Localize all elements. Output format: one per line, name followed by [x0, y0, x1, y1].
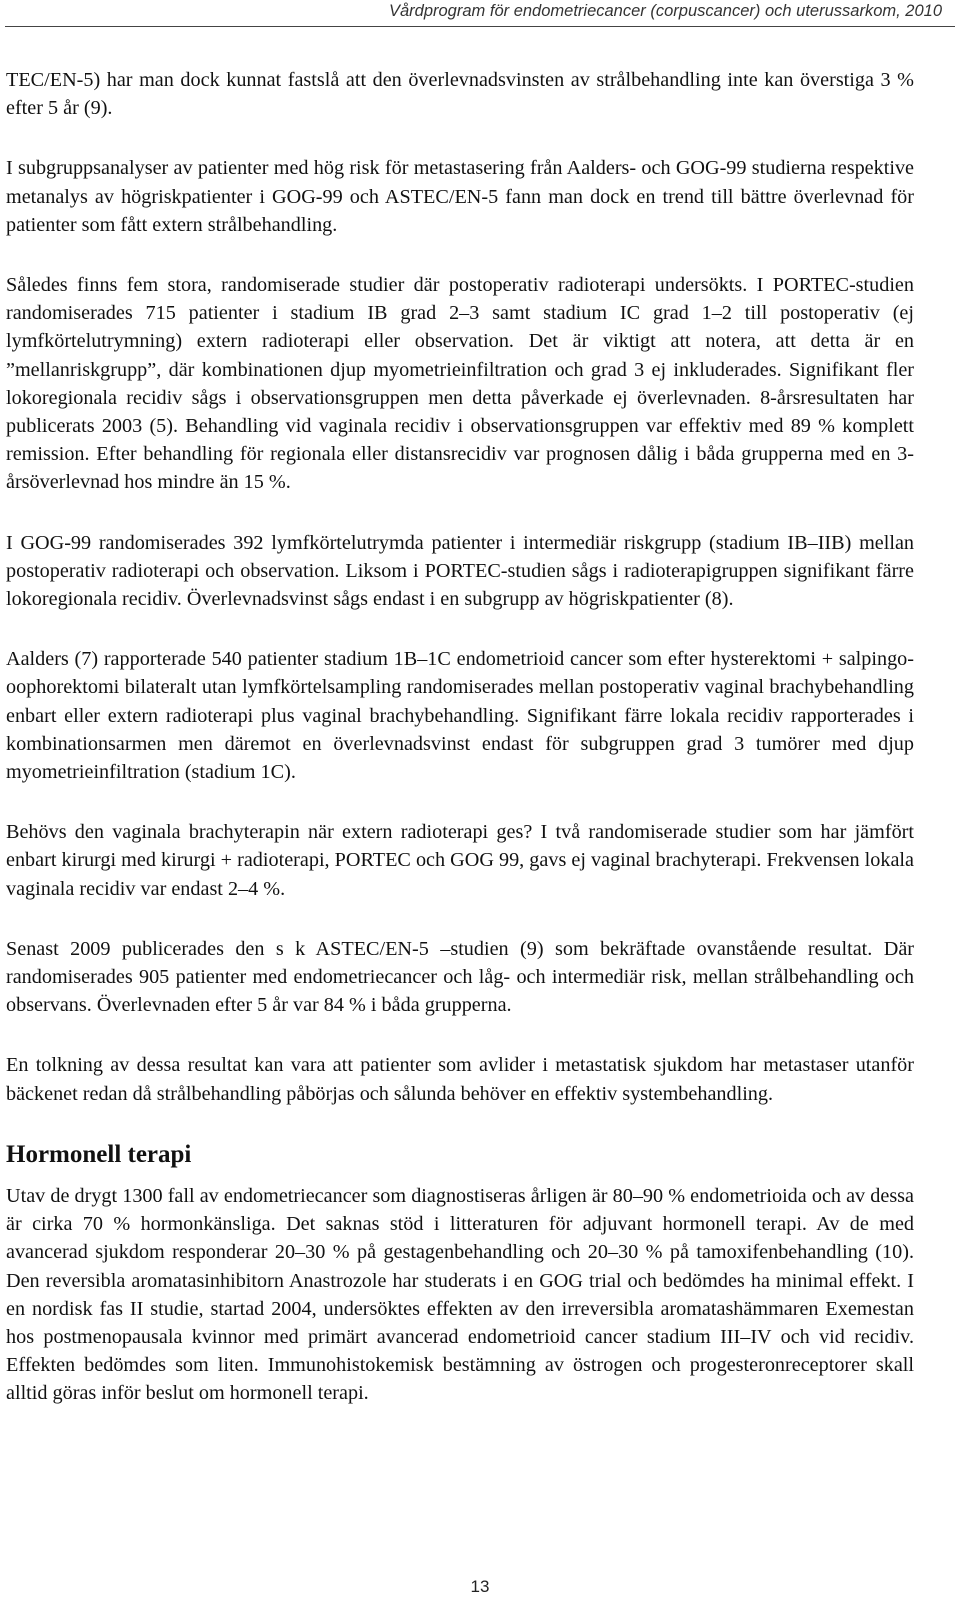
running-title: Vårdprogram för endometriecancer (corpuscancer) och uterussarkom, 2010	[388, 2, 942, 20]
paragraph-interpretation: En tolkning av dessa resultat kan vara att patienter som avlider i metastatisk sjukdom har metastaser utanför bäckenet redan då strålbehandling påbörjas och sålunda behöver en effektiv systembehandling.	[6, 1054, 914, 1105]
paragraph-aalders-study: Aalders (7) rapporterade 540 patienter stadium 1B–1C endometrioid cancer som efter hysterektomi + salpingo-oophorektomi bilateralt utan lymfkörtelsampling randomiserades mellan postoperativ vaginal brachybehandling enbart eller extern radioterapi plus vaginal brachybehandling. Signifikant färre lokala recidiv rapporterades i kombinationsarmen men däremot en överlevnadsvinst endast för subgruppen grad 3 tumörer med djup myometrieinfiltration (stadium 1C).	[6, 648, 914, 784]
paragraph-vaginal-brachytherapy: Behövs den vaginala brachyterapin när extern radioterapi ges? I två randomiserade studier som har jämfört enbart kirurgi med kirurgi + radioterapi, PORTEC och GOG 99, gavs ej vaginal brachyterapi. Frekvensen lokala vaginala recidiv var endast 2–4 %.	[6, 821, 914, 900]
paragraph-subgroup-analyses: I subgruppsanalyser av patienter med hög risk för metastasering från Aalders- och GOG-99 studierna respektive metanalys av högriskpatienter i GOG-99 och ASTEC/EN-5 fann man dock en trend till bättre överlevnad för patienter som fått extern strålbehandling.	[6, 157, 914, 236]
paragraph-astec-en5-2009: Senast 2009 publicerades den s k ASTEC/EN-5 –studien (9) som bekräftade ovanstående resultat. Där randomiserades 905 patienter med endometriecancer och låg- och intermediär risk, mellan strålbehandling och observans. Överlevnaden efter 5 år var 84 % i båda grupperna.	[6, 937, 914, 1017]
paragraph-gog99-study: I GOG-99 randomiserades 392 lymfkörtelutrymda patienter i intermediär riskgrupp (stadium IB–IIB) mellan postoperativ radioterapi och observation. Liksom i PORTEC-studien sågs i radioterapigruppen signifikant färre lokoregionala recidiv. Överlevnadsvinst sågs endast i en subgrupp av högriskpatienter (8).	[6, 531, 914, 611]
page-number: 13	[470, 1577, 490, 1596]
paragraph-astec-summary: TEC/EN-5) har man dock kunnat fastslå att den överlevnadsvinsten av strålbehandling inte kan överstiga 3 % efter 5 år (9).	[6, 69, 914, 120]
paragraph-hormonal-therapy: Utav de drygt 1300 fall av endometriecancer som diagnostiseras årligen är 80–90 % endometrioida och av dessa är cirka 70 % hormonkänsliga. Det saknas stöd i litteraturen för adjuvant hormonell terapi. Av de med avancerad sjukdom responderar 20–30 % på gestagenbehandling och 20–30 % på tamoxifenbehandling (10). Den reversibla aromatasinhibitorn Anastrozole har studerats i en GOG trial och bedömdes ha minimal effekt. I en nordisk fas II studie, startad 2004, undersöktes effekten av den irreversibla aromatashämmaren Exemestan hos postmenopausala kvinnor med primärt avancerad endometrioid cancer stadium III–IV och vid recidiv. Effekten bedömdes som liten. Immunohistokemisk bestämning av östrogen och progesteronreceptorer skall alltid göras inför beslut om hormonell terapi.	[6, 1184, 914, 1405]
header-divider	[5, 26, 955, 27]
document-body	[6, 66, 914, 1440]
paragraph-portec-study: Således finns fem stora, randomiserade studier där postoperativ radioterapi undersökts. I PORTEC-studien randomiserades 715 patienter i stadium IB grad 2–3 samt stadium IC grad 1–2 till postoperativ (ej lymfkörtelutrymning) extern radioterapi eller observation. Det är viktigt att notera, att detta är en ”mellanriskgrupp”, där kombinationen djup myometrieinfiltration och grad 3 ej inkluderades. Signifikant fler lokoregionala recidiv sågs i observationsgruppen men detta påverkade ej överlevnaden. 8-årsresultaten har publicerats 2003 (5). Behandling vid vaginala recidiv i observationsgruppen var effektiv med 89 % komplett remission. Efter behandling för regionala eller distansrecidiv var prognosen dålig i båda grupperna med en 3-årsöverlevnad hos mindre än 15 %.	[6, 274, 914, 494]
section-heading-hormonal-therapy: Hormonell terapi	[6, 1140, 192, 1168]
page-header	[0, 0, 960, 28]
